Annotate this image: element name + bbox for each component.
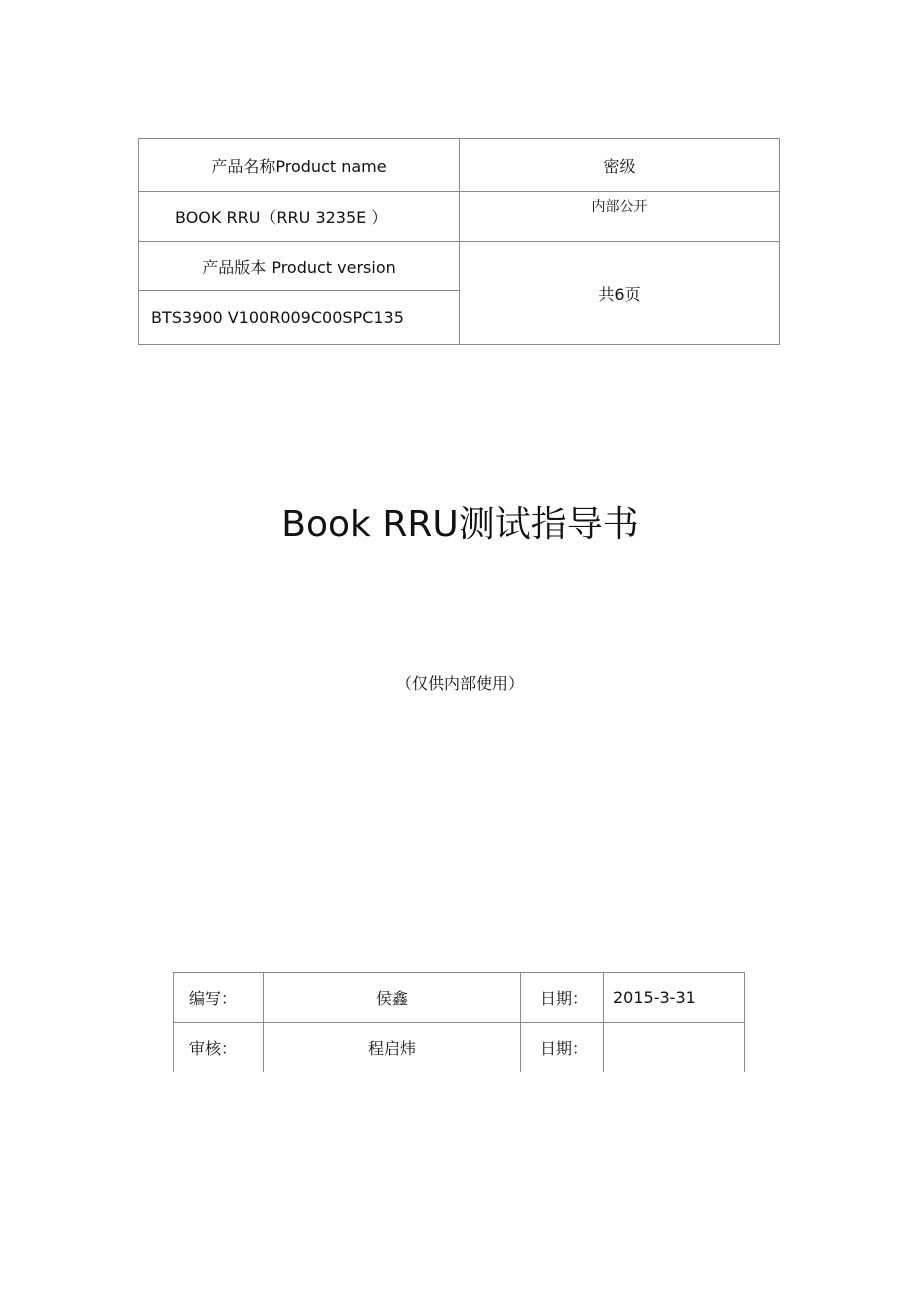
column-divider — [520, 972, 521, 1072]
author-label: 编写： — [189, 988, 238, 1008]
product-name-label: 产品名称Product name — [211, 156, 387, 176]
security-level-value: 内部公开 — [591, 199, 648, 215]
reviewer-label: 审核： — [189, 1039, 238, 1058]
product-info-table — [138, 138, 780, 345]
reviewer-value: 程启炜 — [367, 1039, 416, 1058]
page-count: 共6页 — [598, 284, 641, 304]
product-version-label: 产品版本 Product version — [202, 257, 396, 277]
author-date-label: 日期： — [540, 988, 589, 1008]
column-divider — [173, 972, 174, 1072]
column-divider — [744, 972, 745, 1072]
document-subtitle: （仅供内部使用） — [395, 674, 524, 693]
author-value: 侯鑫 — [375, 988, 408, 1008]
product-version-value: BTS3900 V100R009C00SPC135 — [151, 308, 404, 327]
author-date-value: 2015-3-31 — [613, 987, 696, 1007]
document-title: Book RRU测试指导书 — [281, 504, 639, 545]
column-divider — [603, 972, 604, 1072]
product-name-value: BOOK RRU（RRU 3235E ） — [175, 208, 388, 227]
security-level-label: 密级 — [603, 156, 636, 176]
sign-off-table — [173, 972, 745, 1072]
reviewer-date-label: 日期： — [540, 1039, 589, 1058]
